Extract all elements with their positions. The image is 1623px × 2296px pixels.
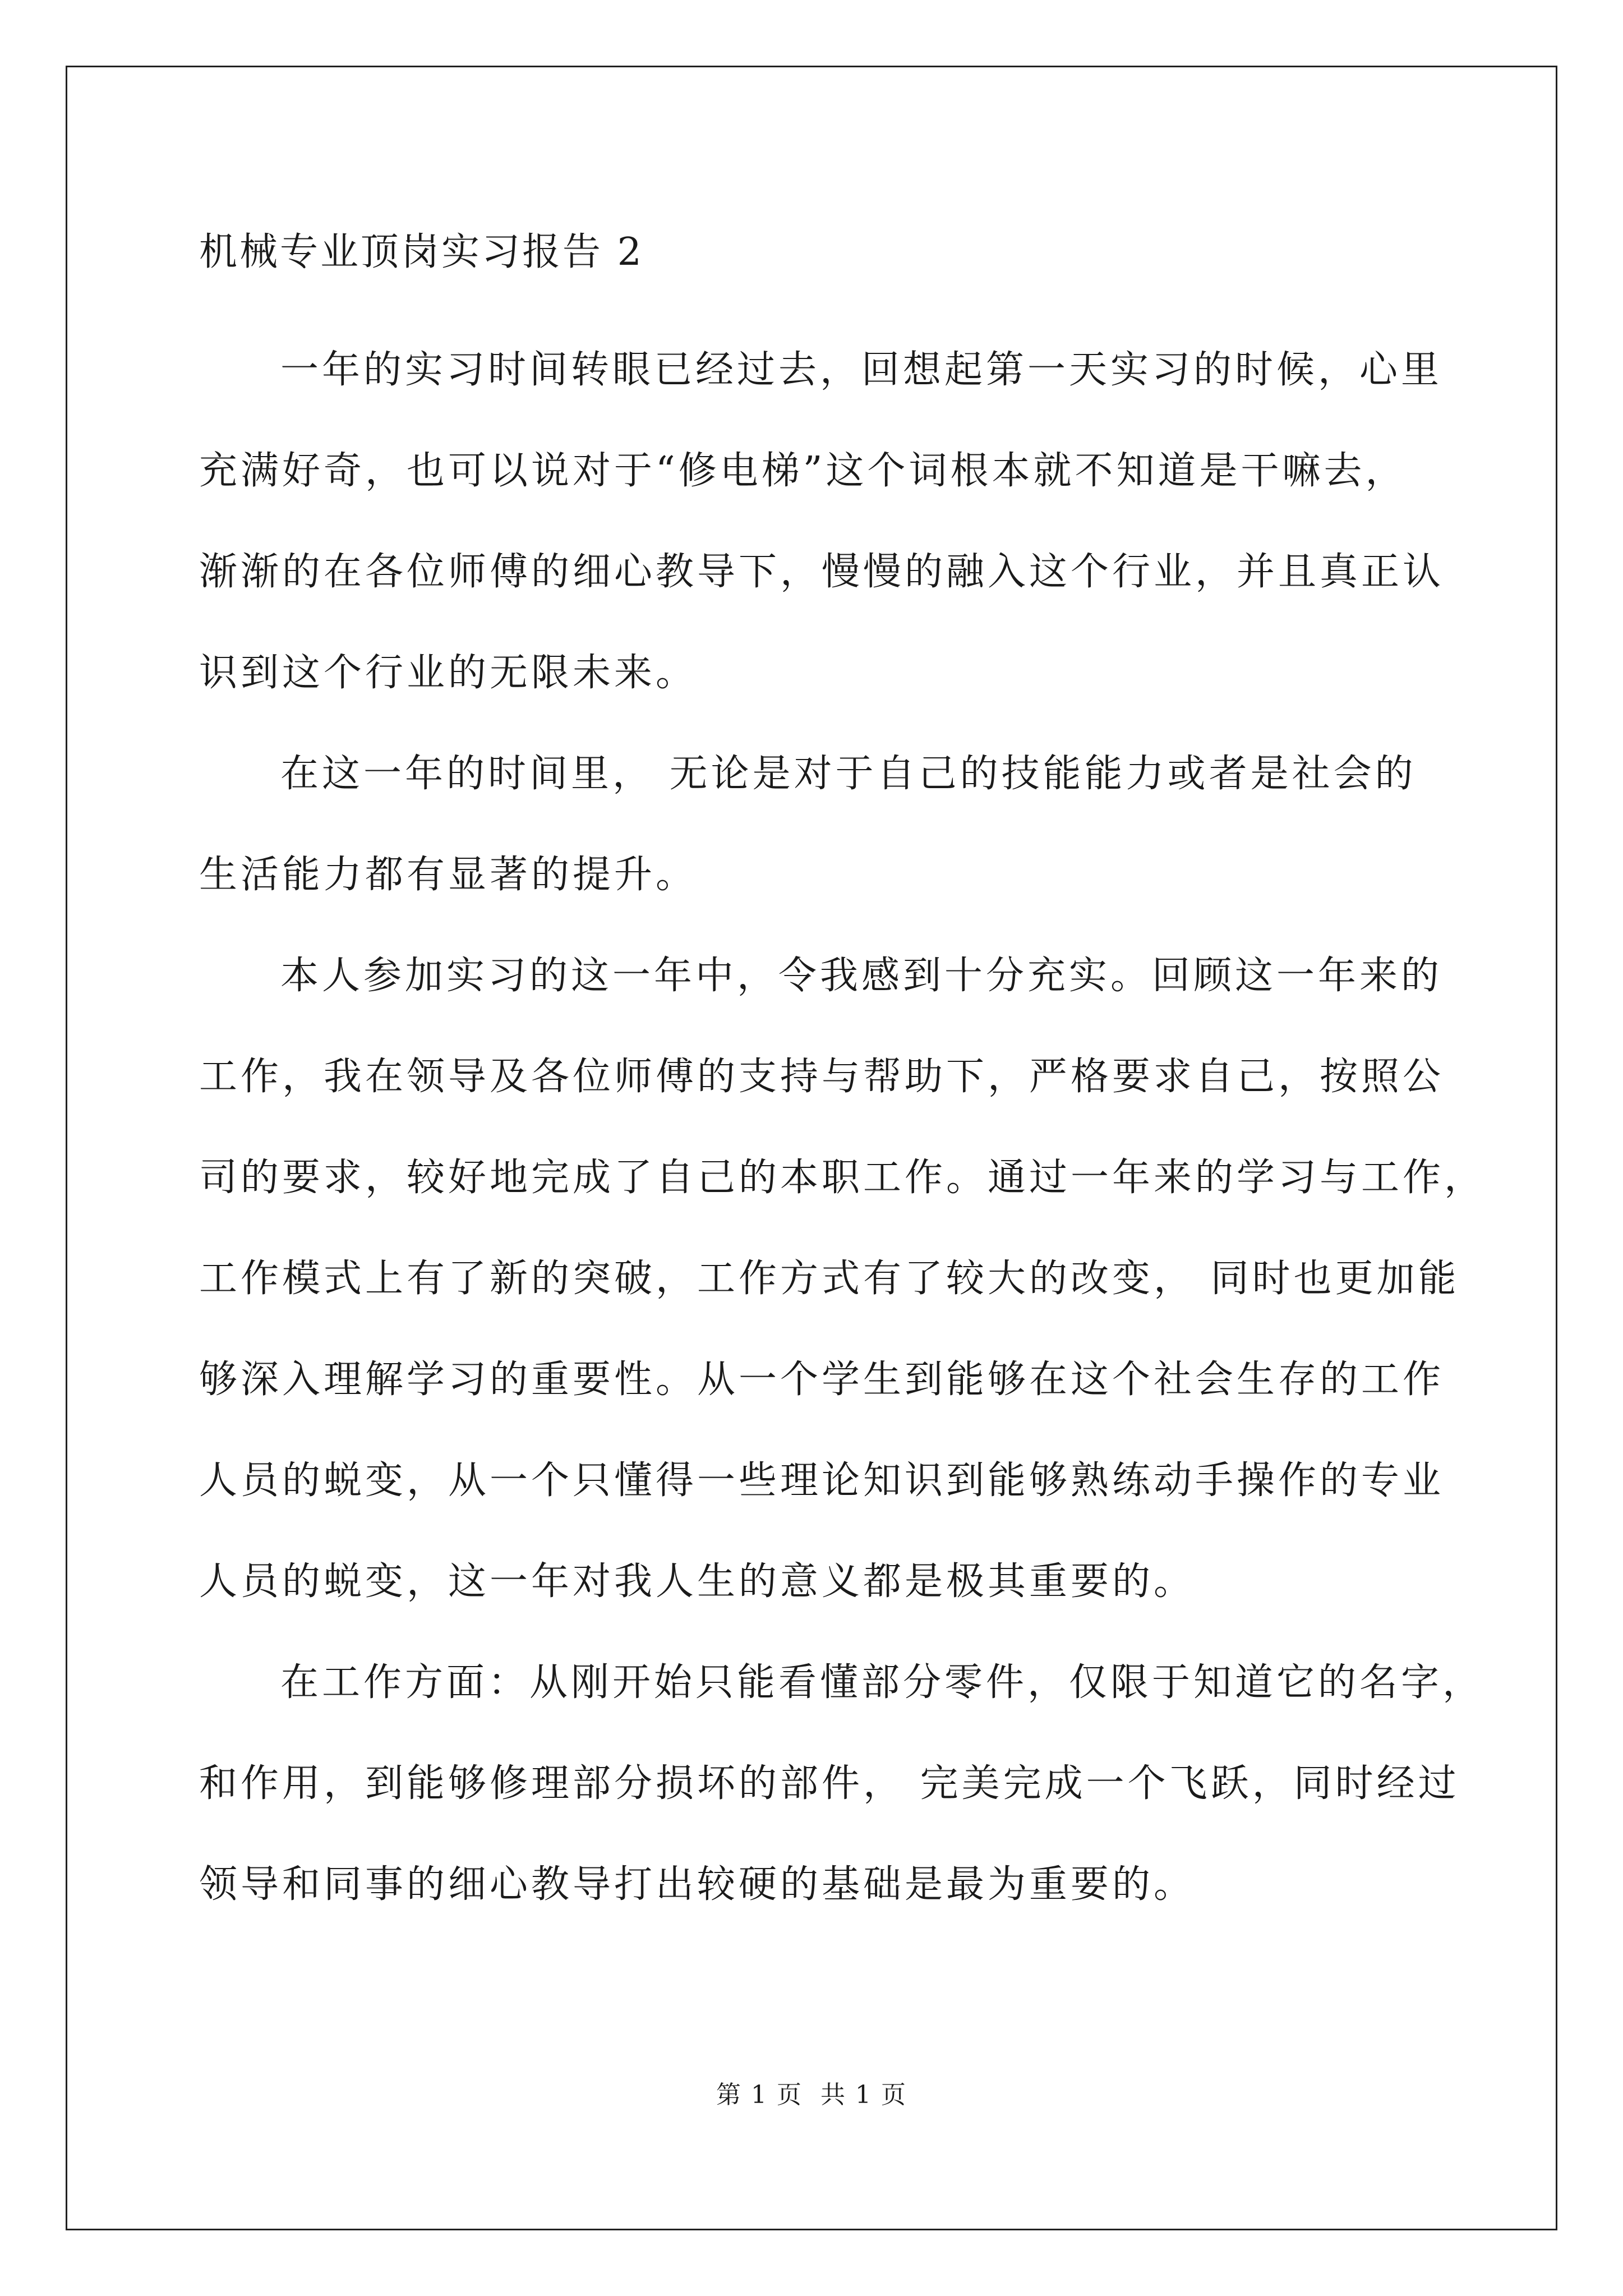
text-line: 人员的蜕变，从一个只懂得一些理论知识到能够熟练动手操作的专业 <box>199 1458 1445 1503</box>
text-line: 人员的蜕变，这一年对我人生的意义都是极其重要的。 <box>199 1559 1196 1604</box>
text-line: 和作用，到能够修理部分损坏的部件， 完美完成一个飞跃，同时经过 <box>199 1761 1460 1806</box>
paragraph-list <box>199 320 1486 1935</box>
paragraph-3 <box>199 926 1486 1632</box>
document-title: 机械专业顶岗实习报告 2 <box>199 230 644 274</box>
page-number: 第 1 页 <box>716 2081 803 2109</box>
text-line: 工作模式上有了新的突破，工作方式有了较大的改变， 同时也更加能 <box>199 1257 1460 1301</box>
paragraph-4 <box>199 1632 1484 1935</box>
text-line: 在工作方面：从刚开始只能看懂部分零件，仅限于知道它的名字， <box>280 1660 1484 1705</box>
text-line: 生活能力都有显著的提升。 <box>199 853 698 897</box>
text-line: 识到这个行业的无限未来。 <box>199 651 698 695</box>
text-line: 够深入理解学习的重要性。从一个学生到能够在这个社会生存的工作 <box>199 1358 1445 1402</box>
page-total: 共 1 页 <box>820 2081 907 2109</box>
document-body <box>199 219 1486 1935</box>
text-line: 渐渐的在各位师傅的细心教导下，慢慢的融入这个行业，并且真正认 <box>199 550 1445 594</box>
paragraph-2 <box>199 724 1441 926</box>
text-line: 司的要求，较好地完成了自己的本职工作。通过一年来的学习与工作， <box>199 1156 1486 1200</box>
text-line: 在这一年的时间里， 无论是对于自己的技能能力或者是社会的 <box>280 752 1417 796</box>
text-line: 充满好奇，也可以说对于“修电梯”这个词根本就不知道是干嘛去， <box>199 449 1407 493</box>
text-line: 本人参加实习的这一年中，令我感到十分充实。回顾这一年来的 <box>280 954 1443 998</box>
paragraph-1 <box>199 320 1445 724</box>
page-footer <box>0 2078 1623 2112</box>
text-line: 工作，我在领导及各位师傅的支持与帮助下，严格要求自己，按照公 <box>199 1055 1445 1099</box>
text-line: 领导和同事的细心教导打出较硬的基础是最为重要的。 <box>199 1862 1196 1907</box>
text-line: 一年的实习时间转眼已经过去，回想起第一天实习的时候，心里 <box>280 348 1443 392</box>
